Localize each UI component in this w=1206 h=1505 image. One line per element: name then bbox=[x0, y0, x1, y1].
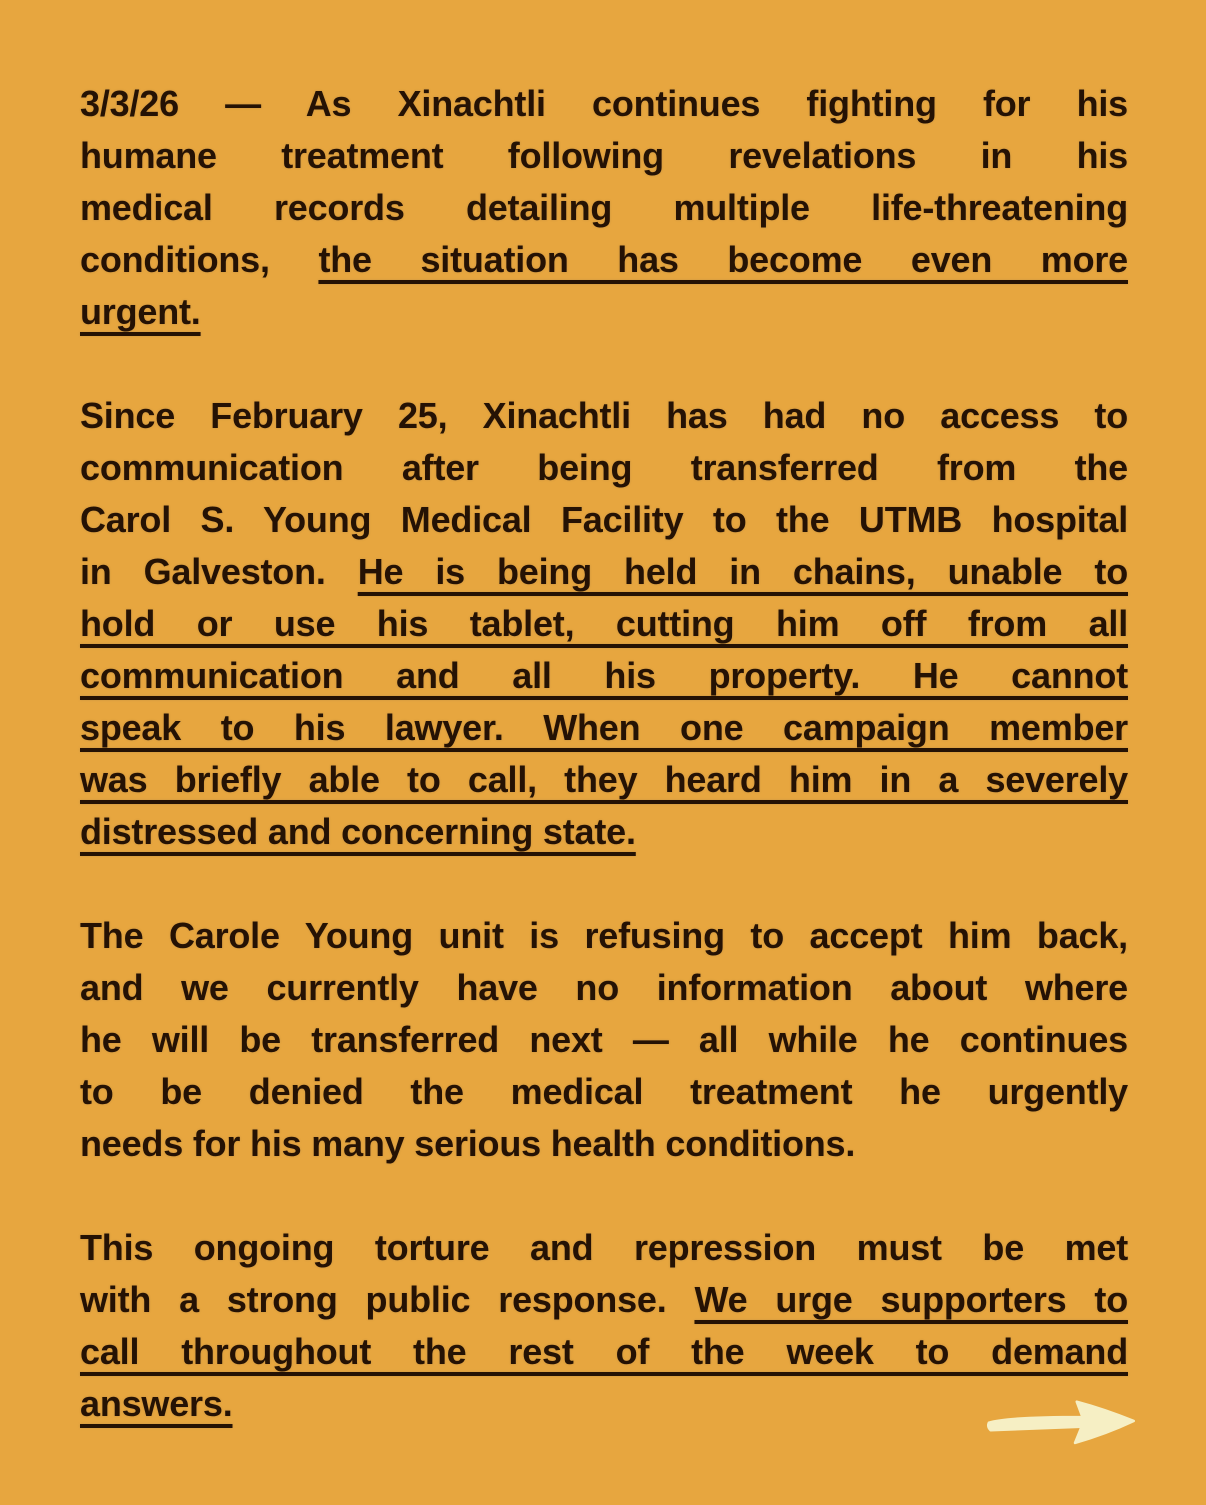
text-line bbox=[80, 598, 1128, 650]
text-line bbox=[80, 234, 1128, 286]
text-segment: in Galveston. bbox=[80, 551, 358, 592]
text-line bbox=[80, 546, 1128, 598]
text-line bbox=[80, 702, 1128, 754]
underlined-text: distressed and concerning state. bbox=[80, 811, 636, 852]
underlined-text: He is being held in chains, unable to bbox=[357, 551, 1128, 592]
text-line bbox=[80, 1326, 1128, 1378]
text-line bbox=[80, 286, 1128, 338]
text-segment: needs for his many serious health conditions. bbox=[80, 1123, 856, 1164]
underlined-text: was briefly able to call, they heard him in a severely bbox=[80, 759, 1128, 800]
underlined-text: the situation has become even more bbox=[318, 239, 1128, 280]
underlined-text: hold or use his tablet, cutting him off from all bbox=[80, 603, 1128, 644]
paragraph-4 bbox=[80, 1222, 1128, 1430]
underlined-text: communication and all his property. He cannot bbox=[80, 655, 1128, 696]
text-line bbox=[80, 1014, 1128, 1066]
text-line bbox=[80, 130, 1128, 182]
paragraph-3 bbox=[80, 910, 1128, 1170]
text-line bbox=[80, 1118, 1128, 1170]
text-line bbox=[80, 1222, 1128, 1274]
text-line bbox=[80, 182, 1128, 234]
text-line bbox=[80, 1274, 1128, 1326]
text-segment: conditions, bbox=[80, 239, 319, 280]
text-line bbox=[80, 806, 1128, 858]
text-segment: Since February 25, Xinachtli has had no access to bbox=[80, 395, 1128, 436]
text-segment: The Carole Young unit is refusing to accept him back, bbox=[80, 915, 1128, 956]
text-line bbox=[80, 910, 1128, 962]
text-line bbox=[80, 78, 1128, 130]
text-line bbox=[80, 494, 1128, 546]
text-line bbox=[80, 754, 1128, 806]
underlined-text: answers. bbox=[80, 1383, 233, 1424]
paragraph-2 bbox=[80, 390, 1128, 858]
text-segment: Carol S. Young Medical Facility to the UTMB hospital bbox=[80, 499, 1128, 540]
underlined-text: We urge supporters to bbox=[694, 1279, 1128, 1320]
paragraph-1 bbox=[80, 78, 1128, 338]
underlined-text: speak to his lawyer. When one campaign member bbox=[80, 707, 1128, 748]
text-segment: 3/3/26 — As Xinachtli continues fighting for his bbox=[80, 83, 1128, 124]
text-line bbox=[80, 390, 1128, 442]
text-line bbox=[80, 962, 1128, 1014]
text-line bbox=[80, 442, 1128, 494]
text-segment: to be denied the medical treatment he urgently bbox=[80, 1071, 1128, 1112]
text-segment: This ongoing torture and repression must be met bbox=[80, 1227, 1128, 1268]
text-segment: medical records detailing multiple life-threatening bbox=[80, 187, 1128, 228]
text-line bbox=[80, 650, 1128, 702]
text-segment: humane treatment following revelations in his bbox=[80, 135, 1128, 176]
text-segment: with a strong public response. bbox=[80, 1279, 695, 1320]
arrow-right-icon bbox=[975, 1393, 1148, 1449]
text-segment: communication after being transferred from the bbox=[80, 447, 1128, 488]
text-line bbox=[80, 1378, 1128, 1430]
underlined-text: urgent. bbox=[80, 291, 201, 332]
text-segment: and we currently have no information about where bbox=[80, 967, 1128, 1008]
underlined-text: call throughout the rest of the week to demand bbox=[80, 1331, 1128, 1372]
text-segment: he will be transferred next — all while he continues bbox=[80, 1019, 1128, 1060]
text-content bbox=[80, 78, 1128, 1430]
text-line bbox=[80, 1066, 1128, 1118]
